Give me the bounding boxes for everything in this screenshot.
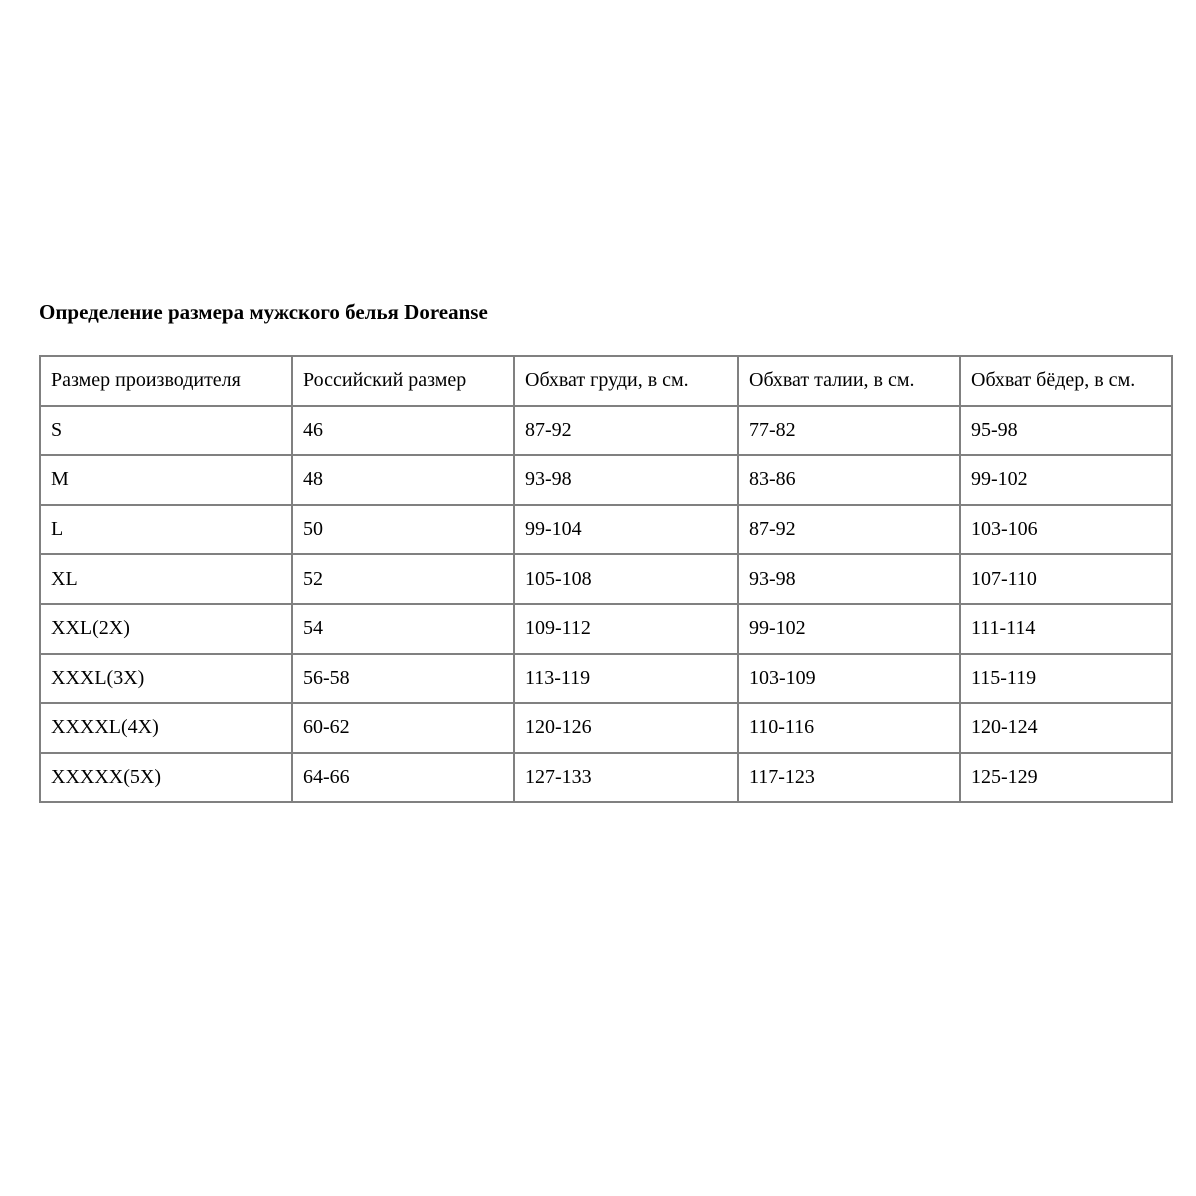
table-cell: 87-92 bbox=[514, 406, 738, 456]
table-cell: 113-119 bbox=[514, 654, 738, 704]
table-cell: 64-66 bbox=[292, 753, 514, 803]
table-cell: 107-110 bbox=[960, 554, 1172, 604]
table-cell: 111-114 bbox=[960, 604, 1172, 654]
table-cell: 52 bbox=[292, 554, 514, 604]
table-cell: 50 bbox=[292, 505, 514, 555]
table-body bbox=[40, 406, 1172, 803]
table-cell: 120-124 bbox=[960, 703, 1172, 753]
table-cell: 95-98 bbox=[960, 406, 1172, 456]
table-cell: 109-112 bbox=[514, 604, 738, 654]
table-cell: 105-108 bbox=[514, 554, 738, 604]
table-cell: 127-133 bbox=[514, 753, 738, 803]
table-row bbox=[40, 654, 1172, 704]
table-cell: 93-98 bbox=[738, 554, 960, 604]
table-row bbox=[40, 505, 1172, 555]
table-cell: 83-86 bbox=[738, 455, 960, 505]
column-header: Обхват талии, в см. bbox=[738, 356, 960, 406]
table-cell: 54 bbox=[292, 604, 514, 654]
table-cell: 103-106 bbox=[960, 505, 1172, 555]
table-row bbox=[40, 455, 1172, 505]
table-cell: XXL(2X) bbox=[40, 604, 292, 654]
table-cell: 110-116 bbox=[738, 703, 960, 753]
column-header: Российский размер bbox=[292, 356, 514, 406]
table-cell: XXXXL(4X) bbox=[40, 703, 292, 753]
table-cell: 93-98 bbox=[514, 455, 738, 505]
table-cell: 103-109 bbox=[738, 654, 960, 704]
table-cell: 115-119 bbox=[960, 654, 1172, 704]
table-cell: 125-129 bbox=[960, 753, 1172, 803]
table-cell: 48 bbox=[292, 455, 514, 505]
table-cell: 60-62 bbox=[292, 703, 514, 753]
table-cell: XL bbox=[40, 554, 292, 604]
table-cell: 87-92 bbox=[738, 505, 960, 555]
page-title: Определение размера мужского белья Doreanse bbox=[39, 300, 488, 324]
table-cell: XXXXX(5X) bbox=[40, 753, 292, 803]
table-row bbox=[40, 604, 1172, 654]
table-cell: 99-102 bbox=[738, 604, 960, 654]
table-row bbox=[40, 406, 1172, 456]
column-header: Размер производителя bbox=[40, 356, 292, 406]
table-cell: S bbox=[40, 406, 292, 456]
table-cell: L bbox=[40, 505, 292, 555]
table-cell: 120-126 bbox=[514, 703, 738, 753]
table-cell: 99-104 bbox=[514, 505, 738, 555]
table-cell: 117-123 bbox=[738, 753, 960, 803]
table-cell: XXXL(3X) bbox=[40, 654, 292, 704]
table-cell: M bbox=[40, 455, 292, 505]
size-table bbox=[39, 355, 1173, 803]
table-header-row bbox=[40, 356, 1172, 406]
table-row bbox=[40, 703, 1172, 753]
column-header: Обхват бёдер, в см. bbox=[960, 356, 1172, 406]
table-row bbox=[40, 753, 1172, 803]
table-row bbox=[40, 554, 1172, 604]
table-cell: 99-102 bbox=[960, 455, 1172, 505]
table-cell: 56-58 bbox=[292, 654, 514, 704]
table-cell: 77-82 bbox=[738, 406, 960, 456]
column-header: Обхват груди, в см. bbox=[514, 356, 738, 406]
table-cell: 46 bbox=[292, 406, 514, 456]
